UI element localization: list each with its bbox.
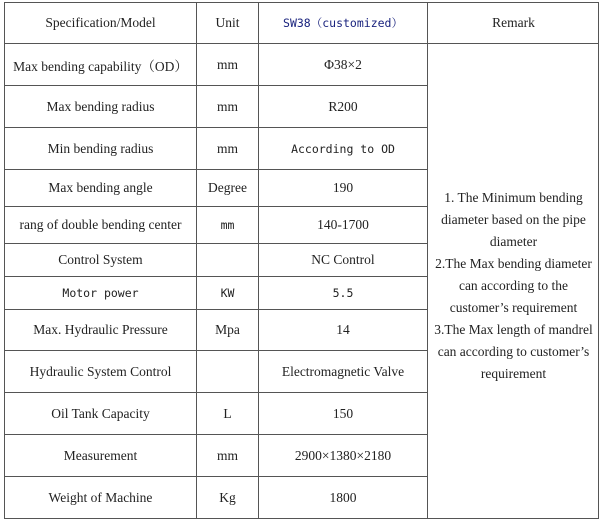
table-header-row: [5, 3, 599, 44]
unit-cell: Degree: [197, 170, 259, 207]
value-cell: 150: [259, 393, 428, 435]
header-model: SW38（customized）: [259, 3, 428, 44]
value-cell: 190: [259, 170, 428, 207]
spec-cell: Max bending angle: [5, 170, 197, 207]
spec-cell: Motor power: [5, 277, 197, 310]
spec-cell: Max. Hydraulic Pressure: [5, 310, 197, 351]
value-cell: NC Control: [259, 244, 428, 277]
remark-item: 1. The Minimum bending diameter based on the pipe diameter: [441, 190, 586, 249]
spec-table: [4, 2, 599, 519]
header-remark: Remark: [428, 3, 599, 44]
spec-cell: Min bending radius: [5, 128, 197, 170]
unit-cell: Mpa: [197, 310, 259, 351]
unit-cell: KW: [197, 277, 259, 310]
unit-cell: L: [197, 393, 259, 435]
value-cell: Electromagnetic Valve: [259, 351, 428, 393]
unit-cell: mm: [197, 44, 259, 86]
unit-cell: mm: [197, 86, 259, 128]
remark-item: 2.The Max bending diameter can according to the customer’s requirement: [435, 256, 592, 315]
unit-cell: Kg: [197, 477, 259, 519]
value-cell: 14: [259, 310, 428, 351]
value-cell: Φ38×2: [259, 44, 428, 86]
value-cell: 2900×1380×2180: [259, 435, 428, 477]
spec-cell: Max bending capability（OD）: [5, 44, 197, 86]
value-cell: R200: [259, 86, 428, 128]
header-unit: Unit: [197, 3, 259, 44]
unit-cell: mm: [197, 207, 259, 244]
table-row: [5, 44, 599, 86]
remark-cell: [428, 44, 599, 519]
unit-cell: mm: [197, 128, 259, 170]
remark-item: 3.The Max length of mandrel can according to customer’s requirement: [434, 322, 593, 381]
spec-cell: rang of double bending center: [5, 207, 197, 244]
value-cell: 5.5: [259, 277, 428, 310]
spec-cell: Hydraulic System Control: [5, 351, 197, 393]
value-cell: 1800: [259, 477, 428, 519]
unit-cell: [197, 351, 259, 393]
value-cell: According to OD: [259, 128, 428, 170]
header-spec: Specification/Model: [5, 3, 197, 44]
spec-cell: Oil Tank Capacity: [5, 393, 197, 435]
spec-cell: Control System: [5, 244, 197, 277]
spec-cell: Measurement: [5, 435, 197, 477]
unit-cell: [197, 244, 259, 277]
unit-cell: mm: [197, 435, 259, 477]
spec-cell: Max bending radius: [5, 86, 197, 128]
value-cell: 140-1700: [259, 207, 428, 244]
spec-cell: Weight of Machine: [5, 477, 197, 519]
